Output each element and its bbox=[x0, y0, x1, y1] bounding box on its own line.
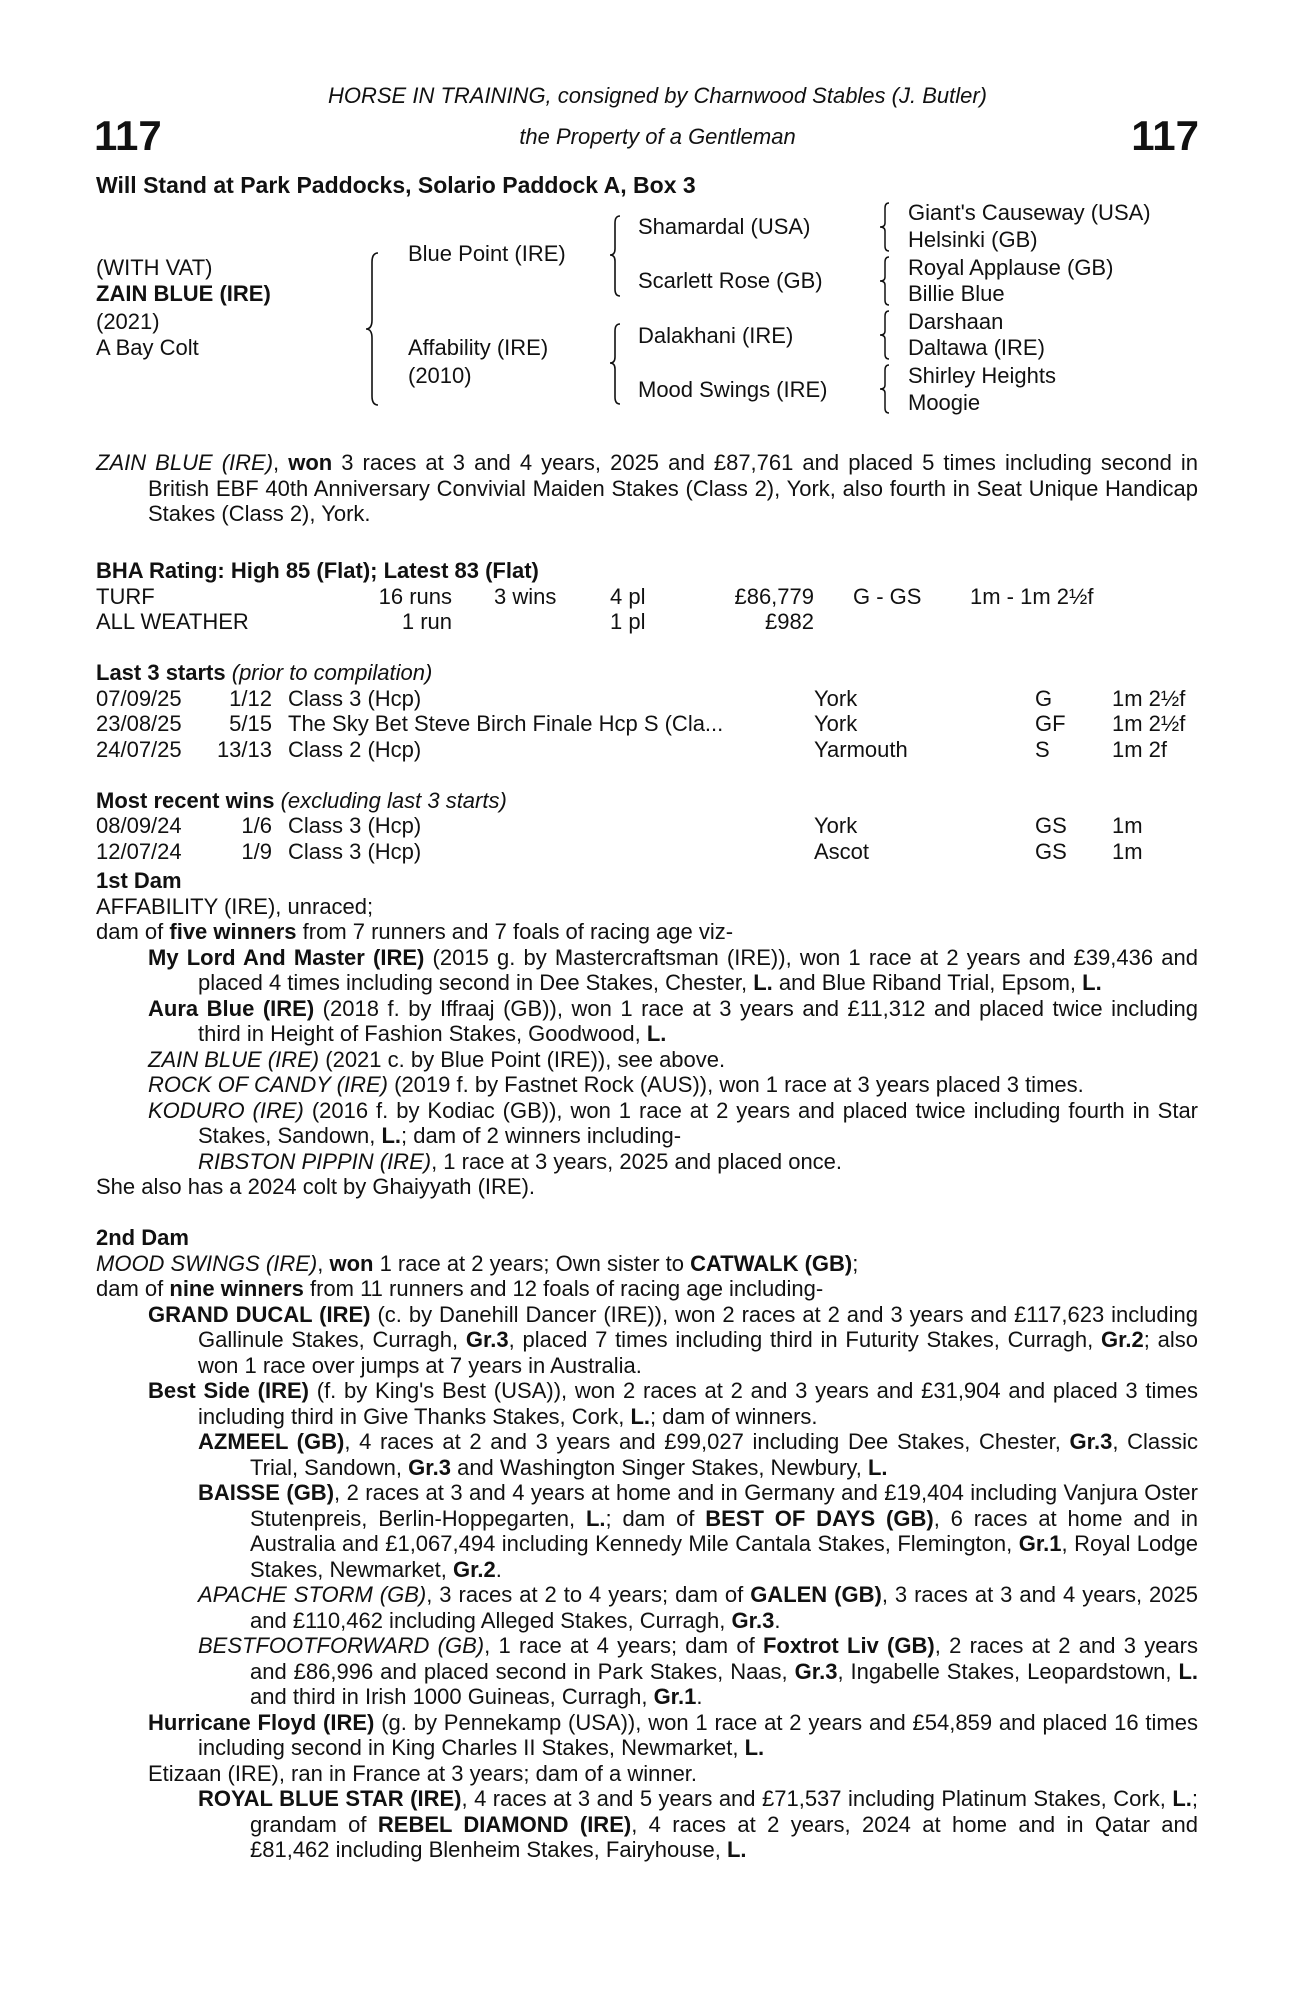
text-run: , 4 races at 2 and 3 years and £99,027 including Dee Stakes, Chester, bbox=[344, 1429, 1070, 1454]
text-run: BAISSE (GB) bbox=[198, 1480, 335, 1505]
text-run: Aura Blue (IRE) bbox=[148, 995, 315, 1021]
surface: ALL WEATHER bbox=[96, 609, 249, 634]
progeny-entry bbox=[96, 1582, 1198, 1633]
text-run: won bbox=[329, 1250, 374, 1276]
distance: 1m 2½f bbox=[1112, 685, 1186, 711]
text-run: ROCK OF CANDY (IRE) bbox=[148, 1072, 388, 1097]
text-run: My Lord And Master (IRE) bbox=[148, 944, 425, 970]
going: GF bbox=[1035, 711, 1066, 736]
text-run: Gr.1 bbox=[1018, 1531, 1062, 1556]
race-record-summary bbox=[96, 450, 1198, 527]
text-run: Gr.2 bbox=[452, 1556, 496, 1582]
progeny-entry bbox=[96, 1276, 1198, 1302]
text-run: Gr.3 bbox=[408, 1454, 451, 1480]
bha-rating-title: BHA Rating: High 85 (Flat); Latest 83 (Flat) bbox=[96, 558, 539, 583]
text-run: , 2 races at 2 and 3 years and £86,996 and placed second in Park Stakes, Naas, bbox=[250, 1633, 1198, 1684]
text-run: L. bbox=[1172, 1786, 1192, 1811]
text-run: (2018 f. by Iffraaj (GB)), won 1 race at 3 years and £11,312 and placed twice including third in Height of Fashion Stakes, Goodwood, bbox=[198, 995, 1198, 1046]
gen4-brace-2 bbox=[878, 256, 892, 306]
text-run: and third in Irish 1000 Guineas, Curragh, bbox=[250, 1684, 654, 1709]
dam-sire: Dalakhani (IRE) bbox=[638, 323, 794, 348]
stabling-location: Will Stand at Park Paddocks, Solario Paddock A, Box 3 bbox=[96, 172, 696, 198]
last-starts-section bbox=[96, 660, 1198, 762]
horse-description: A Bay Colt bbox=[96, 335, 199, 360]
text-run: Gr.3 bbox=[794, 1658, 838, 1684]
sire-dam: Scarlett Rose (GB) bbox=[638, 268, 823, 293]
text-run: and Washington Singer Stakes, Newbury, bbox=[450, 1454, 868, 1480]
text-run: REBEL DIAMOND (IRE) bbox=[377, 1811, 632, 1837]
text-run: BEST OF DAYS (GB) bbox=[705, 1505, 934, 1531]
text-run: Foxtrot Liv (GB) bbox=[762, 1633, 935, 1658]
text-run: Etizaan (IRE), ran in France at 3 years; dam of a winner. bbox=[148, 1760, 698, 1786]
text-run: She also has a 2024 colt by Ghaiyyath (IRE). bbox=[96, 1174, 536, 1199]
text-run: ; dam of bbox=[605, 1505, 706, 1531]
wins: 3 wins bbox=[494, 583, 557, 609]
race-date: 12/07/24 bbox=[96, 838, 182, 864]
text-run: (c. by Danehill Dancer (IRE)), won 2 races at 2 and 3 years and £117,623 including Gallinule Stakes, Curragh, bbox=[198, 1301, 1198, 1352]
recent-wins-subtitle: (excluding last 3 starts) bbox=[280, 787, 507, 813]
recent-wins-section bbox=[96, 788, 1198, 865]
surface: TURF bbox=[96, 583, 155, 609]
progeny-entry bbox=[96, 1174, 1198, 1200]
progeny-entry bbox=[96, 1633, 1198, 1710]
property-line: the Property of a Gentleman bbox=[519, 124, 796, 149]
first-dam-section bbox=[96, 868, 1198, 1200]
text-run: AZMEEL (GB) bbox=[198, 1429, 345, 1454]
text-run: ZAIN BLUE (IRE) bbox=[96, 450, 274, 475]
gen4-ancestor: Giant's Causeway (USA) bbox=[908, 200, 1151, 225]
text-run: 1 race at 2 years; Own sister to bbox=[373, 1250, 691, 1276]
distance-range: 1m - 1m 2½f bbox=[970, 583, 1094, 609]
text-run: Gr.2 bbox=[1100, 1327, 1144, 1352]
text-run: Hurricane Floyd (IRE) bbox=[148, 1709, 375, 1735]
sire-sire: Shamardal (USA) bbox=[638, 214, 811, 239]
text-run: nine winners bbox=[169, 1276, 304, 1301]
rating-row bbox=[96, 609, 1198, 635]
race-row bbox=[96, 813, 1198, 839]
text-run: RIBSTON PIPPIN (IRE) bbox=[198, 1148, 432, 1174]
rating-row bbox=[96, 584, 1198, 610]
progeny-entry bbox=[96, 1786, 1198, 1863]
text-run: (f. by King's Best (USA)), won 2 races at 2 and 3 years and £31,904 and placed 3 times including third in Give Thanks Stakes, Cork, bbox=[198, 1378, 1198, 1429]
gen4-brace-3 bbox=[878, 310, 892, 360]
vat-status: (WITH VAT) bbox=[96, 255, 213, 280]
progeny-entry bbox=[96, 1480, 1198, 1582]
text-run: Gr.3 bbox=[1069, 1429, 1113, 1454]
text-run: (g. by Pennekamp (USA)), won 1 race at 2 years and £54,859 and placed 16 times including second in King Charles II Stakes, Newmarket, bbox=[198, 1709, 1198, 1760]
dam-dam: Mood Swings (IRE) bbox=[638, 377, 828, 402]
text-run: ZAIN BLUE (IRE) bbox=[148, 1046, 320, 1072]
venue: York bbox=[814, 813, 858, 838]
text-run: BESTFOOTFORWARD (GB) bbox=[198, 1633, 485, 1658]
second-dam-title: 2nd Dam bbox=[96, 1225, 189, 1250]
race-date: 07/09/25 bbox=[96, 685, 182, 711]
consignment-line: HORSE IN TRAINING, consigned by Charnwood Stables (J. Butler) bbox=[327, 83, 988, 108]
text-run: , 1 race at 3 years, 2025 and placed once. bbox=[431, 1148, 843, 1174]
venue: Yarmouth bbox=[814, 736, 908, 762]
text-run: dam of bbox=[96, 919, 170, 944]
text-run: , placed 7 times including third in Futurity Stakes, Curragh, bbox=[508, 1327, 1101, 1352]
going: GS bbox=[1035, 838, 1067, 864]
distance: 1m 2f bbox=[1112, 736, 1168, 762]
text-run: CATWALK (GB) bbox=[690, 1250, 853, 1276]
text-run: , bbox=[273, 450, 289, 475]
text-run: , 3 races at 2 to 4 years; dam of bbox=[426, 1582, 751, 1607]
text-run: ; dam of winners. bbox=[650, 1403, 818, 1429]
text-run: 3 races at 3 and 4 years, 2025 and £87,761 and placed 5 times including second in British EBF 40th Anniversary Convivial Maiden Stakes (Class 2), York, also fourth in Seat Unique Handicap Stakes (Class 2), York. bbox=[148, 450, 1198, 526]
text-run: . bbox=[774, 1607, 781, 1633]
text-run: , 1 race at 4 years; dam of bbox=[484, 1633, 763, 1658]
going: GS bbox=[1035, 813, 1067, 838]
progeny-entry bbox=[96, 1378, 1198, 1429]
text-run: KODURO (IRE) bbox=[148, 1097, 304, 1123]
text-run: . bbox=[696, 1684, 703, 1709]
finish-position: 1/12 bbox=[229, 685, 272, 711]
race-row bbox=[96, 711, 1198, 737]
text-run: APACHE STORM (GB) bbox=[198, 1582, 427, 1607]
text-run: Gr.3 bbox=[731, 1607, 775, 1633]
progeny-entry bbox=[96, 945, 1198, 996]
text-run: ; bbox=[852, 1250, 859, 1276]
lot-number-right: 117 bbox=[1131, 112, 1199, 159]
gen4-brace-1 bbox=[878, 202, 892, 252]
race-name: The Sky Bet Steve Birch Finale Hcp S (Cla... bbox=[288, 711, 724, 736]
text-run: L. bbox=[867, 1454, 888, 1480]
text-run: ROYAL BLUE STAR (IRE) bbox=[198, 1786, 462, 1811]
placed: 1 pl bbox=[610, 609, 646, 634]
text-run: . bbox=[495, 1556, 502, 1582]
progeny-entry bbox=[96, 1429, 1198, 1480]
distance: 1m bbox=[1112, 813, 1143, 838]
progeny-entry bbox=[96, 1710, 1198, 1761]
text-run: L. bbox=[1178, 1658, 1198, 1684]
text-run: , 6 races at home and in Australia and £1,067,494 including Kennedy Mile Cantala Stakes, Flemington, bbox=[250, 1505, 1198, 1556]
gen4-ancestor: Shirley Heights bbox=[908, 363, 1056, 388]
sire: Blue Point (IRE) bbox=[408, 241, 566, 266]
text-run: dam of bbox=[96, 1276, 170, 1301]
progeny-entry bbox=[96, 1302, 1198, 1379]
progeny-entry bbox=[96, 1149, 1198, 1175]
race-date: 24/07/25 bbox=[96, 736, 182, 762]
catalogue-body bbox=[96, 450, 1198, 1863]
text-run: , Classic Trial, Sandown, bbox=[250, 1429, 1198, 1480]
text-run: , 3 races at 3 and 4 years, 2025 and £110,462 including Alleged Stakes, Curragh, bbox=[250, 1582, 1198, 1633]
text-run: ; dam of 2 winners including- bbox=[401, 1123, 682, 1148]
gen4-ancestor: Billie Blue bbox=[908, 281, 1005, 306]
finish-position: 13/13 bbox=[216, 736, 272, 762]
horse-name: ZAIN BLUE (IRE) bbox=[96, 281, 271, 306]
race-name: Class 2 (Hcp) bbox=[288, 736, 422, 762]
text-run: L. bbox=[726, 1837, 747, 1862]
gen4-ancestor: Royal Applause (GB) bbox=[908, 255, 1114, 280]
text-run: (2015 g. by Mastercraftsman (IRE)), won 1 race at 2 years and £39,436 and placed 4 times including second in Dee Stakes, Chester, bbox=[198, 944, 1198, 995]
text-run: , Royal Lodge Stakes, Newmarket, bbox=[250, 1531, 1198, 1582]
progeny-entry bbox=[96, 1251, 1198, 1277]
lot-number-left: 117 bbox=[94, 112, 162, 159]
race-date: 08/09/24 bbox=[96, 813, 182, 838]
finish-position: 5/15 bbox=[229, 711, 272, 736]
text-run: GALEN (GB) bbox=[750, 1582, 882, 1607]
race-date: 23/08/25 bbox=[96, 711, 182, 736]
venue: York bbox=[814, 711, 858, 736]
finish-position: 1/6 bbox=[241, 813, 272, 838]
text-run: ; grandam of bbox=[250, 1786, 1198, 1837]
prize-money: £86,779 bbox=[734, 583, 814, 609]
gen4-ancestor: Darshaan bbox=[908, 309, 1004, 334]
text-run: L. bbox=[630, 1403, 651, 1429]
text-run: (2019 f. by Fastnet Rock (AUS)), won 1 race at 3 years placed 3 times. bbox=[388, 1072, 1084, 1097]
race-row bbox=[96, 686, 1198, 712]
first-dam-title: 1st Dam bbox=[96, 868, 182, 893]
progeny-entry bbox=[96, 996, 1198, 1047]
recent-wins-title: Most recent wins bbox=[96, 787, 275, 813]
race-row bbox=[96, 737, 1198, 763]
text-run: L. bbox=[744, 1735, 765, 1760]
text-run: , 4 races at 2 years, 2024 at home and in Qatar and £81,462 including Blenheim Stakes, Fairyhouse, bbox=[250, 1811, 1198, 1862]
last-starts-title: Last 3 starts bbox=[96, 660, 226, 685]
text-run: (2016 f. by Kodiac (GB)), won 1 race at 2 years and placed twice including fourth in Star Stakes, Sandown, bbox=[198, 1097, 1199, 1148]
dam-year: (2010) bbox=[408, 363, 472, 388]
progeny-entry bbox=[96, 894, 1198, 920]
gen4-ancestor: Daltawa (IRE) bbox=[908, 335, 1045, 360]
text-run: and Blue Riband Trial, Epsom, bbox=[772, 970, 1083, 995]
gen4-ancestor: Helsinki (GB) bbox=[908, 227, 1038, 252]
going: G bbox=[1035, 685, 1053, 711]
race-name: Class 3 (Hcp) bbox=[288, 838, 422, 864]
last-starts-subtitle: (prior to compilation) bbox=[231, 660, 433, 685]
text-run: ; also won 1 race over jumps at 7 years in Australia. bbox=[198, 1327, 1199, 1378]
gen4-ancestor: Moogie bbox=[908, 390, 981, 415]
text-run: five winners bbox=[169, 919, 297, 944]
text-run: , 4 races at 3 and 5 years and £71,537 including Platinum Stakes, Cork, bbox=[461, 1786, 1173, 1811]
text-run: L. bbox=[381, 1123, 402, 1148]
progeny-entry bbox=[96, 919, 1198, 945]
text-run: L. bbox=[646, 1021, 667, 1046]
finish-position: 1/9 bbox=[241, 838, 272, 864]
text-run: AFFABILITY (IRE), unraced; bbox=[96, 893, 374, 919]
text-run: GRAND DUCAL (IRE) bbox=[148, 1301, 371, 1327]
text-run: from 11 runners and 12 foals of racing age including- bbox=[303, 1276, 824, 1301]
race-name: Class 3 (Hcp) bbox=[288, 685, 422, 711]
venue: York bbox=[814, 685, 858, 711]
distance: 1m 2½f bbox=[1112, 711, 1186, 736]
text-run: won bbox=[288, 450, 333, 475]
progeny-entry bbox=[96, 1047, 1198, 1073]
text-run: , 2 races at 3 and 4 years at home and in Germany and £19,404 including Vanjura Oster Stutenpreis, Berlin-Hoppegarten, bbox=[250, 1480, 1198, 1531]
text-run: L. bbox=[753, 970, 773, 995]
text-run: MOOD SWINGS (IRE) bbox=[96, 1250, 318, 1276]
bha-rating-section bbox=[96, 558, 1198, 635]
pedigree-brace-main bbox=[364, 252, 384, 406]
progeny-entry bbox=[96, 1072, 1198, 1098]
foaling-year: (2021) bbox=[96, 309, 160, 334]
progeny-entry bbox=[96, 1098, 1198, 1149]
text-run: L. bbox=[585, 1505, 606, 1531]
text-run: from 7 runners and 7 foals of racing age viz- bbox=[296, 919, 734, 944]
text-run: Gr.1 bbox=[653, 1684, 697, 1709]
runs: 1 run bbox=[401, 609, 452, 634]
runs: 16 runs bbox=[378, 583, 452, 609]
race-name: Class 3 (Hcp) bbox=[288, 813, 422, 838]
second-dam-section bbox=[96, 1225, 1198, 1863]
gen4-brace-4 bbox=[878, 364, 892, 414]
text-run: , Ingabelle Stakes, Leopardstown, bbox=[837, 1658, 1179, 1684]
text-run: Best Side (IRE) bbox=[148, 1378, 309, 1403]
progeny-entry bbox=[96, 1761, 1198, 1787]
race-row bbox=[96, 839, 1198, 865]
placed: 4 pl bbox=[610, 583, 646, 609]
venue: Ascot bbox=[814, 838, 870, 864]
text-run: , bbox=[317, 1250, 330, 1276]
dam-brace bbox=[608, 323, 624, 405]
going-range: G - GS bbox=[853, 583, 922, 609]
text-run: Gr.3 bbox=[465, 1327, 509, 1352]
going: S bbox=[1035, 736, 1050, 762]
dam: Affability (IRE) bbox=[408, 335, 549, 360]
text-run: L. bbox=[1082, 970, 1102, 995]
sire-brace bbox=[608, 215, 624, 297]
text-run: (2021 c. by Blue Point (IRE)), see above. bbox=[319, 1046, 726, 1072]
prize-money: £982 bbox=[765, 609, 814, 634]
distance: 1m bbox=[1112, 838, 1143, 864]
